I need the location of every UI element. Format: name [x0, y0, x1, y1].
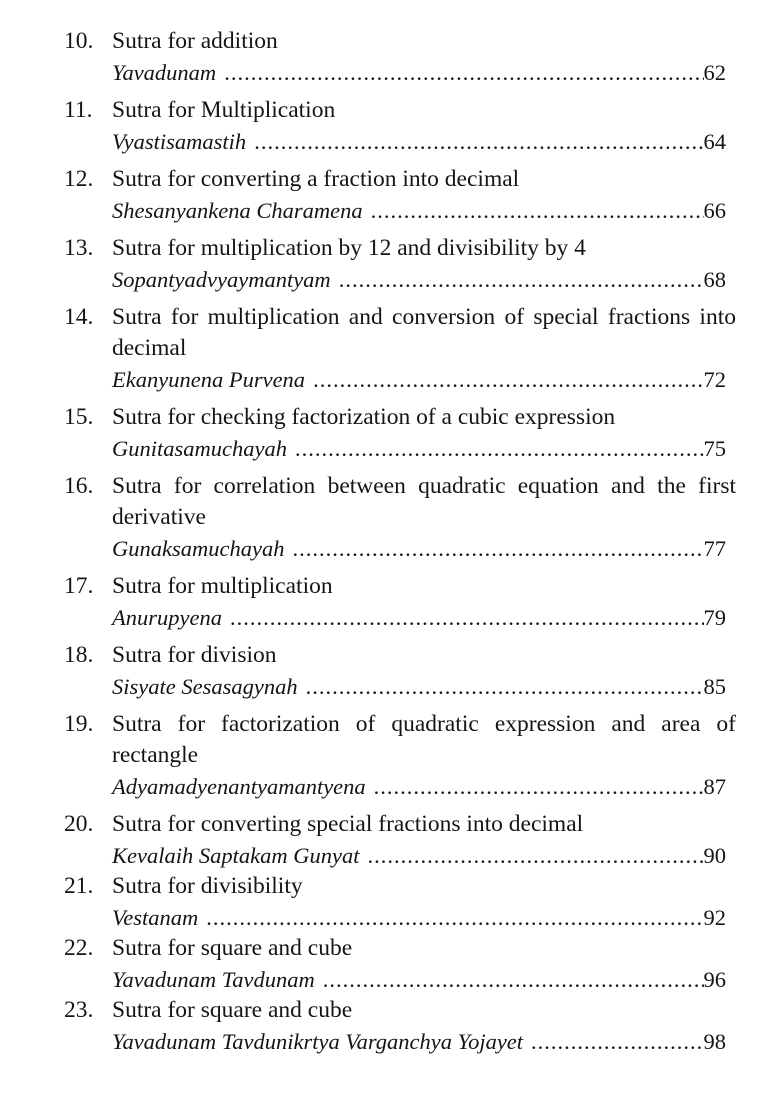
table-of-contents — [64, 26, 736, 1057]
entry-sutra-line — [112, 264, 726, 295]
entry-body — [112, 809, 736, 871]
page-number: 62 — [703, 60, 726, 85]
entry-title: Sutra for square and cube — [112, 997, 353, 1023]
entry-sutra-line — [112, 364, 726, 395]
dot-leader — [306, 671, 704, 702]
entry-title: Sutra for converting special fractions into decimal — [112, 811, 584, 837]
entry-number: 21. — [64, 873, 94, 899]
entry-body — [112, 233, 736, 295]
page-number: 79 — [703, 605, 726, 630]
entry-title: Sutra for correlation between quadratic equation and the first derivative — [112, 473, 736, 530]
entry-number: 11. — [64, 97, 93, 123]
page-number: 85 — [703, 674, 726, 699]
entry-body — [112, 402, 736, 464]
entry-body — [112, 571, 736, 633]
dot-leader — [374, 771, 704, 802]
entry-number: 14. — [64, 304, 94, 330]
entry-number: 17. — [64, 573, 94, 599]
entry-sutra-line — [112, 57, 726, 88]
entry-sutra-line — [112, 902, 726, 933]
entry-number: 22. — [64, 935, 94, 961]
entry-title: Sutra for divisibility — [112, 873, 303, 899]
dot-leader — [224, 57, 703, 88]
page-number: 90 — [703, 843, 726, 868]
dot-leader — [367, 840, 703, 871]
dot-leader — [295, 433, 704, 464]
entry-body — [112, 995, 736, 1057]
page-number: 72 — [703, 367, 726, 392]
sutra-name: Anurupyena — [112, 605, 222, 630]
entry-title: Sutra for multiplication — [112, 573, 333, 599]
sutra-name: Kevalaih Saptakam Gunyat — [112, 843, 360, 868]
dot-leader — [292, 533, 703, 564]
page-number: 75 — [703, 436, 726, 461]
entry-number: 10. — [64, 28, 94, 54]
sutra-name: Sopantyadvyaymantyam — [112, 267, 331, 292]
sutra-name: Ekanyunena Purvena — [112, 367, 306, 392]
entry-sutra-line — [112, 671, 726, 702]
toc-entry-19 — [64, 709, 736, 802]
entry-body — [112, 95, 736, 157]
entry-title: Sutra for converting a fraction into decimal — [112, 166, 520, 192]
sutra-name: Yavadunam — [112, 60, 217, 85]
dot-leader — [206, 902, 703, 933]
entry-body — [112, 26, 736, 88]
sutra-name: Vestanam — [112, 905, 199, 930]
entry-sutra-line — [112, 602, 726, 633]
entry-title: Sutra for factorization of quadratic expression and area of rectangle — [112, 711, 736, 768]
page-number: 96 — [703, 967, 726, 992]
page-number: 87 — [703, 774, 726, 799]
entry-number: 20. — [64, 811, 94, 837]
toc-entry-17 — [64, 571, 736, 633]
dot-leader — [313, 364, 703, 395]
dot-leader — [323, 964, 704, 995]
entry-body — [112, 709, 736, 802]
entry-body — [112, 933, 736, 995]
page-number: 92 — [703, 905, 726, 930]
entry-sutra-line — [112, 433, 726, 464]
page-number: 68 — [703, 267, 726, 292]
entry-title: Sutra for division — [112, 642, 277, 668]
entry-body — [112, 164, 736, 226]
toc-entry-10 — [64, 26, 736, 88]
entry-title: Sutra for checking factorization of a cubic expression — [112, 404, 616, 430]
toc-entry-11 — [64, 95, 736, 157]
sutra-name: Vyastisamastih — [112, 129, 247, 154]
entry-number: 12. — [64, 166, 94, 192]
entry-number: 16. — [64, 473, 94, 499]
dot-leader — [230, 602, 704, 633]
entry-body — [112, 302, 736, 395]
toc-entry-22 — [64, 933, 736, 995]
entry-title: Sutra for addition — [112, 28, 278, 54]
dot-leader — [339, 264, 704, 295]
entry-title: Sutra for multiplication by 12 and divisibility by 4 — [112, 235, 586, 261]
page-number: 77 — [703, 536, 726, 561]
toc-entry-20 — [64, 809, 736, 871]
entry-number: 13. — [64, 235, 94, 261]
entry-number: 15. — [64, 404, 94, 430]
sutra-name: Adyamadyenantyamantyena — [112, 774, 366, 799]
sutra-name: Yavadunam Tavdunikrtya Varganchya Yojayet — [112, 1029, 524, 1054]
sutra-name: Gunitasamuchayah — [112, 436, 287, 461]
entry-sutra-line — [112, 771, 726, 802]
toc-entry-13 — [64, 233, 736, 295]
dot-leader — [371, 195, 704, 226]
page-number: 66 — [703, 198, 726, 223]
entry-body — [112, 871, 736, 933]
entry-number: 18. — [64, 642, 94, 668]
entry-sutra-line — [112, 533, 726, 564]
entry-sutra-line — [112, 964, 726, 995]
toc-entry-15 — [64, 402, 736, 464]
toc-entry-18 — [64, 640, 736, 702]
entry-title: Sutra for square and cube — [112, 935, 353, 961]
entry-number: 23. — [64, 997, 94, 1023]
sutra-name: Gunaksamuchayah — [112, 536, 285, 561]
entry-sutra-line — [112, 195, 726, 226]
dot-leader — [531, 1026, 703, 1057]
toc-entry-16 — [64, 471, 736, 564]
page-number: 64 — [703, 129, 726, 154]
sutra-name: Sisyate Sesasagynah — [112, 674, 298, 699]
dot-leader — [254, 126, 703, 157]
entry-sutra-line — [112, 840, 726, 871]
toc-entry-21 — [64, 871, 736, 933]
entry-title: Sutra for multiplication and conversion of special fractions into decimal — [112, 304, 736, 361]
entry-title: Sutra for Multiplication — [112, 97, 336, 123]
page-number: 98 — [703, 1029, 726, 1054]
entry-body — [112, 640, 736, 702]
entry-sutra-line — [112, 126, 726, 157]
entry-sutra-line — [112, 1026, 726, 1057]
toc-entry-12 — [64, 164, 736, 226]
entry-body — [112, 471, 736, 564]
sutra-name: Yavadunam Tavdunam — [112, 967, 315, 992]
toc-entry-23 — [64, 995, 736, 1057]
sutra-name: Shesanyankena Charamena — [112, 198, 363, 223]
toc-entry-14 — [64, 302, 736, 395]
entry-number: 19. — [64, 711, 94, 737]
